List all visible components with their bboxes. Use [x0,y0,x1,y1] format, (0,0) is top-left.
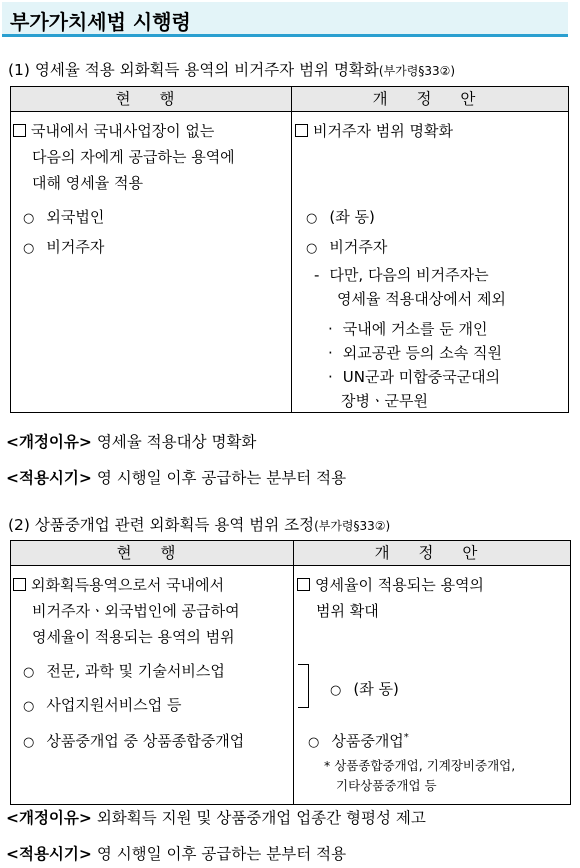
section2-revised-note1: * 상품종합중개업, 기계장비중개업, [324,758,516,773]
circle-bullet-icon: ○ [23,735,35,750]
circle-bullet-icon: ○ [23,665,35,680]
section2-col-current: 현 행 [11,541,294,566]
section1-reason [6,430,256,452]
bracket-icon [298,664,309,708]
section1-revised-item: ○ 비거주자 [306,238,388,256]
section1-revised-dash: - 다만, 다음의 비거주자는 [314,266,489,284]
section2-revised-line2: 범위 확대 [316,602,379,620]
asterisk-mark: * [403,732,409,743]
checkbox-square-icon [13,578,26,591]
section2-reason [6,806,426,828]
checkbox-square-icon [295,124,308,137]
section2-heading-text: (2) 상품중개업 관련 외화획득 용역 범위 조정 [8,516,315,534]
section1-revised-item: ○ (좌 동) [306,208,375,226]
circle-bullet-icon: ○ [330,683,342,698]
section1-current-cell [11,112,291,412]
reason-text: 영세율 적용대상 명확화 [96,433,257,451]
section1-revised-dash-cont: 영세율 적용대상에서 제외 [337,290,506,308]
section2-table [10,540,571,805]
circle-bullet-icon: ○ [306,211,318,226]
section2-col-revised: 개 정 안 [294,541,571,566]
timing-text: 영 시행일 이후 공급하는 분부터 적용 [96,469,347,487]
section1-current-item: ○ 외국법인 [23,208,105,226]
section2-heading [8,513,390,535]
circle-bullet-icon: ○ [23,699,35,714]
section2-revised-item: ○ 상품중개업* [308,732,409,750]
section2-current-item: ○ 전문, 과학 및 기술서비스업 [23,662,225,680]
section1-timing [6,466,346,488]
section1-revised-bullet: · UN군과 미합중국군대의 [328,368,501,386]
section2-current-item: ○ 상품중개업 중 상품종합중개업 [23,732,245,750]
circle-bullet-icon: ○ [306,241,318,256]
circle-bullet-icon: ○ [23,211,35,226]
section1-ref: (부가령§33②) [378,64,456,78]
section1-col-revised: 개 정 안 [292,87,569,112]
reason-label: <개정이유> [6,809,92,827]
section2-current-line1: 외화획득용역으로서 국내에서 [13,574,224,595]
section2-current-cell [11,566,293,804]
timing-label: <적용시기> [6,469,92,487]
section1-revised-bullet: · 외교공관 등의 소속 직원 [328,344,502,362]
section1-col-current: 현 행 [11,87,292,112]
section2-revised-line1: 영세율이 적용되는 용역의 [297,574,484,595]
section2-revised-note2: 기타상품중개업 등 [336,778,437,793]
reason-text: 외화획득 지원 및 상품중개업 업종간 형평성 제고 [96,809,426,827]
circle-bullet-icon: ○ [308,735,320,750]
section1-heading [8,58,455,80]
timing-text: 영 시행일 이후 공급하는 분부터 적용 [96,845,347,863]
section1-revised-bullet: · 국내에 거소를 둔 개인 [328,320,488,338]
section2-timing [6,842,346,864]
section1-heading-text: (1) 영세율 적용 외화획득 용역의 비거주자 범위 명확화 [8,61,379,79]
checkbox-square-icon [13,124,26,137]
section1-current-line3: 대해 영세율 적용 [32,174,143,192]
section1-revised-bullet-cont: 장병ㆍ군무원 [341,392,428,410]
section2-ref: (부가령§33②) [314,519,391,533]
checkbox-square-icon [297,578,310,591]
section2-current-line3: 영세율이 적용되는 용역의 범위 [32,628,235,646]
section1-revised-line1: 비거주자 범위 명확화 [295,120,453,141]
timing-label: <적용시기> [6,845,92,863]
section2-current-item: ○ 사업지원서비스업 등 [23,696,182,714]
title-bar [2,2,568,37]
section2-revised-same: ○ (좌 동) [330,680,399,698]
section1-current-line2: 다음의 자에게 공급하는 용역에 [32,148,235,166]
circle-bullet-icon: ○ [23,241,35,256]
section1-table [10,86,569,413]
section2-current-line2: 비거주자ㆍ외국법인에 공급하여 [32,602,240,620]
reason-label: <개정이유> [6,433,92,451]
section1-revised-cell [292,112,568,412]
page-title: 부가가치세법 시행령 [10,10,191,34]
section2-revised-cell [294,566,570,804]
section1-current-line1: 국내에서 국내사업장이 없는 [13,120,214,141]
section1-current-item: ○ 비거주자 [23,238,105,256]
